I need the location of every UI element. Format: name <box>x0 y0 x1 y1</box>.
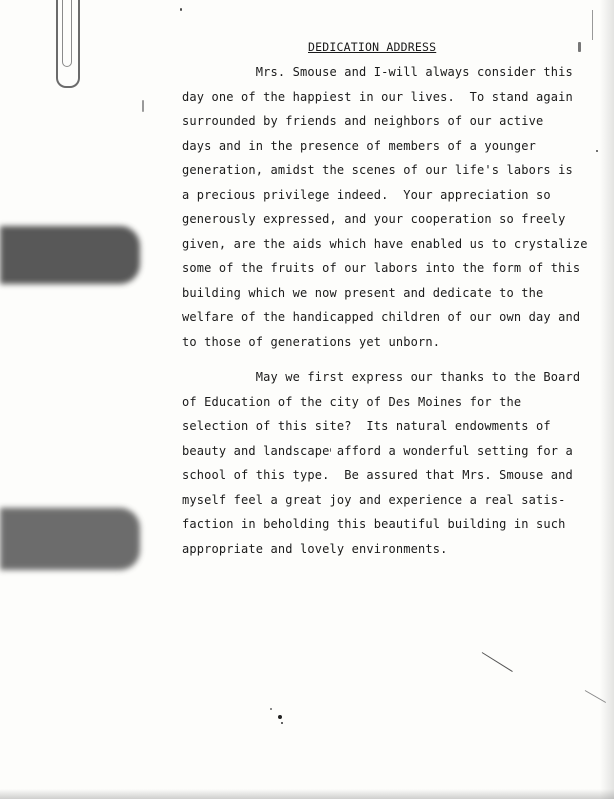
paragraph-2 <box>182 365 580 561</box>
text-line: May we first express our thanks to the Board <box>182 370 581 384</box>
text-line: generation, amidst the scenes of our life's labors is <box>182 163 573 177</box>
scan-speck <box>278 715 282 719</box>
text-line: beauty and landscape afford a wonderful setting for a <box>182 443 573 458</box>
text-line: myself feel a great joy and experience a real satis- <box>182 492 566 507</box>
scan-edge-shadow-right <box>600 0 614 799</box>
text-line: surrounded by friends and neighbors of our active <box>182 114 544 128</box>
scan-speck <box>142 100 144 112</box>
text-line: days and in the presence of members of a younger <box>182 138 536 153</box>
text-line: to those of generations yet unborn. <box>182 334 441 349</box>
text-line: welfare of the handicapped children of our own day and <box>182 310 581 324</box>
paper-clip-inner <box>62 0 72 67</box>
scan-speck <box>281 722 283 724</box>
text-line: Mrs. Smouse and I-will always consider this <box>182 65 573 79</box>
text-line: school of this type. Be assured that Mrs. Smouse and <box>182 468 573 482</box>
scan-scratch <box>592 10 593 40</box>
text-line: day one of the happiest in our lives. To stand again <box>182 89 573 104</box>
text-line: appropriate and lovely environments. <box>182 541 448 556</box>
text-line: faction in beholding this beautiful building in such <box>182 517 566 531</box>
scan-smudge-upper <box>0 226 140 284</box>
text-line: generously expressed, and your cooperation so freely <box>182 212 566 226</box>
scan-speck <box>596 150 598 152</box>
paragraph-1 <box>182 60 588 354</box>
text-line: of Education of the city of Des Moines for the <box>182 394 522 409</box>
scan-scratch <box>482 652 513 672</box>
scan-speck <box>578 42 581 52</box>
text-line: selection of this site? Its natural endowments of <box>182 419 551 433</box>
text-line: given, are the aids which have enabled us to crystalize <box>182 236 588 251</box>
scan-speck <box>180 8 182 11</box>
text-line: a precious privilege indeed. Your appreciation so <box>182 187 551 202</box>
text-line: some of the fruits of our labors into the form of this <box>182 261 581 275</box>
scan-edge-shadow-bottom <box>0 789 614 799</box>
scan-speck <box>270 708 272 710</box>
document-title: DEDICATION ADDRESS <box>308 40 437 54</box>
scan-smudge-lower <box>0 508 140 570</box>
text-line: building which we now present and dedicate to the <box>182 285 544 300</box>
